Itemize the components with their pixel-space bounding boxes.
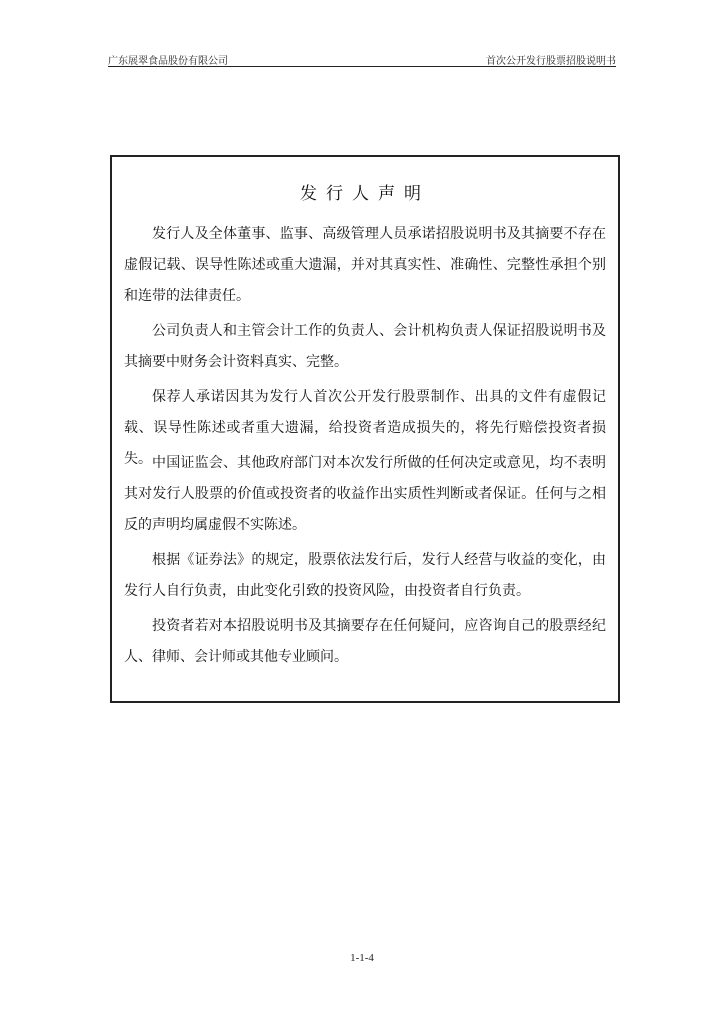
statement-paragraph: 根据《证券法》的规定，股票依法发行后，发行人经营与收益的变化，由发行人自行负责，由此变化引致的投资风险，由投资者自行负责。 — [124, 552, 606, 599]
issuer-statement-box — [110, 155, 620, 703]
statement-paragraph: 公司负责人和主管会计工作的负责人、会计机构负责人保证招股说明书及其摘要中财务会计资料真实、完整。 — [124, 323, 606, 370]
statement-title: 发行人声明 — [300, 184, 430, 204]
statement-paragraph: 发行人及全体董事、监事、高级管理人员承诺招股说明书及其摘要不存在虚假记载、误导性陈述或重大遗漏，并对其真实性、准确性、完整性承担个别和连带的法律责任。 — [124, 226, 606, 304]
statement-paragraph: 中国证监会、其他政府部门对本次发行所做的任何决定或意见，均不表明其对发行人股票的价值或投资者的收益作出实质性判断或者保证。任何与之相反的声明均属虚假不实陈述。 — [124, 455, 606, 533]
statement-paragraph: 保荐人承诺因其为发行人首次公开发行股票制作、出具的文件有虚假记载、误导性陈述或者重大遗漏，给投资者造成损失的，将先行赔偿投资者损失。 — [124, 389, 606, 467]
statement-paragraph: 投资者若对本招股说明书及其摘要存在任何疑问，应咨询自己的股票经纪人、律师、会计师或其他专业顾问。 — [124, 618, 606, 665]
header-document-title: 首次公开发行股票招股说明书 — [486, 56, 616, 67]
page-number: 1-1-4 — [350, 952, 374, 964]
header-company-name: 广东展翠食品股份有限公司 — [108, 56, 228, 67]
page-header — [108, 52, 616, 67]
